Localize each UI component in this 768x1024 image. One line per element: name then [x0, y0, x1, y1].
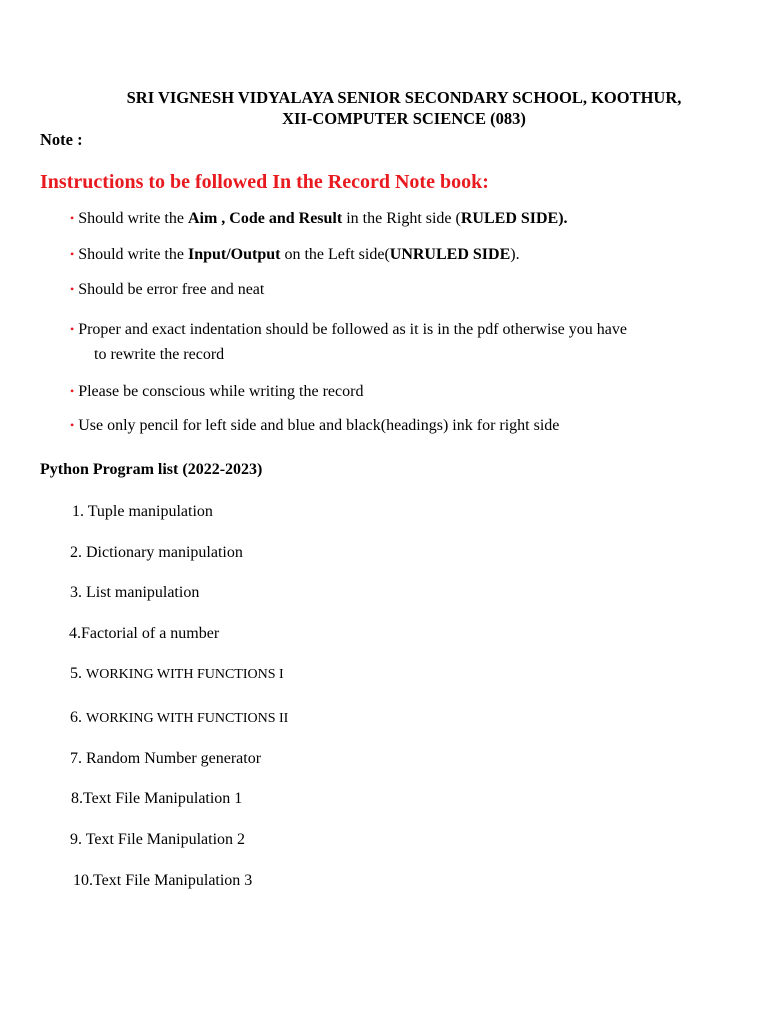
bullet-icon: •	[70, 247, 75, 261]
school-name: SRI VIGNESH VIDYALAYA SENIOR SECONDARY SCHOOL, KOOTHUR,	[126, 88, 682, 107]
instruction-item: • Please be conscious while writing the record	[70, 383, 364, 400]
note-label: Note :	[40, 130, 83, 149]
program-item: 1. Tuple manipulation	[72, 503, 213, 520]
instruction-item-continuation: to rewrite the record	[94, 346, 225, 363]
program-list-title: Python Program list (2022-2023)	[40, 461, 263, 478]
instruction-item: • Proper and exact indentation should be followed as it is in the pdf otherwise you have	[70, 321, 627, 338]
program-item: 8.Text File Manipulation 1	[71, 790, 243, 807]
program-item: 6. WORKING WITH FUNCTIONS II	[70, 709, 289, 726]
bullet-icon: •	[70, 384, 75, 398]
instruction-item: • Use only pencil for left side and blue and black(headings) ink for right side	[70, 417, 560, 434]
instruction-item: • Should write the Aim , Code and Result in the Right side (RULED SIDE).	[70, 210, 568, 227]
subject-title: XII-COMPUTER SCIENCE (083)	[282, 109, 526, 128]
bullet-icon: •	[70, 322, 75, 336]
program-item: 3. List manipulation	[70, 584, 200, 601]
instruction-item: • Should be error free and neat	[70, 281, 265, 298]
instructions-heading: Instructions to be followed In the Record Note book:	[40, 171, 489, 193]
instruction-item: • Should write the Input/Output on the Left side(UNRULED SIDE).	[70, 246, 520, 263]
bullet-icon: •	[70, 282, 75, 296]
bullet-icon: •	[70, 211, 75, 225]
program-item: 9. Text File Manipulation 2	[70, 831, 246, 848]
program-item: 4.Factorial of a number	[69, 625, 220, 642]
program-item: 10.Text File Manipulation 3	[73, 872, 253, 889]
program-item: 5. WORKING WITH FUNCTIONS I	[70, 665, 284, 682]
program-item: 7. Random Number generator	[70, 750, 262, 767]
program-item: 2. Dictionary manipulation	[70, 544, 243, 561]
bullet-icon: •	[70, 418, 75, 432]
